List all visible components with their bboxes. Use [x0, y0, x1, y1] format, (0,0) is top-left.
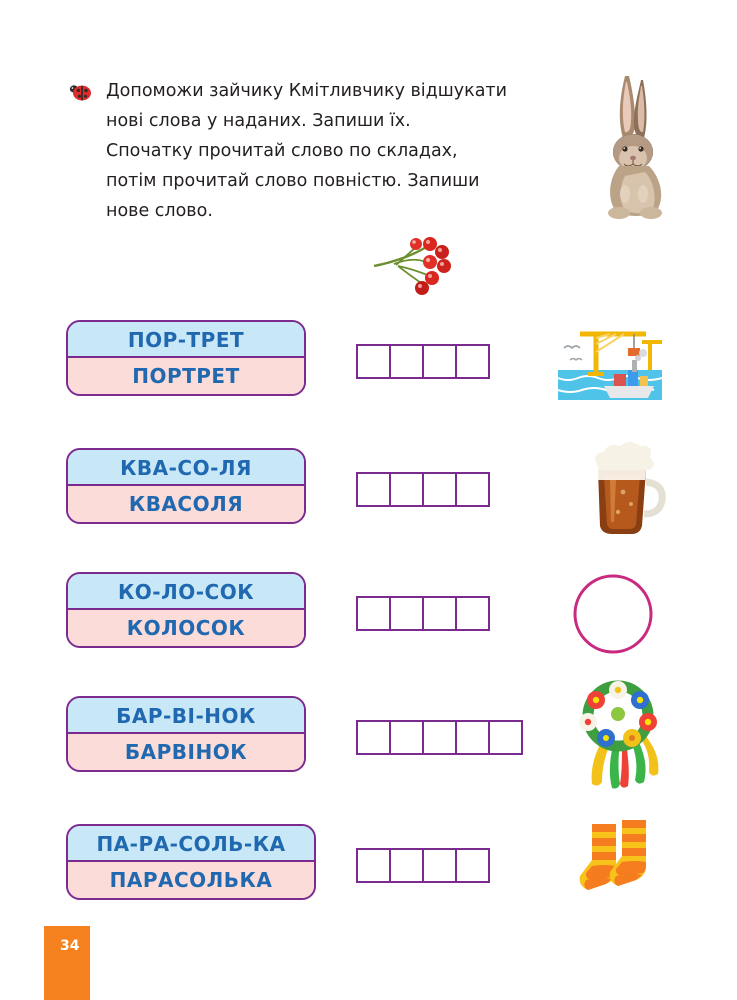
answer-cell[interactable] [356, 596, 391, 631]
answer-cell[interactable] [422, 720, 457, 755]
answer-cell[interactable] [422, 596, 457, 631]
beer-mug-illustration [568, 432, 678, 532]
exercise-row [0, 312, 737, 420]
syllables-text: КО-ЛО-СОК [68, 574, 304, 610]
answer-cell[interactable] [422, 848, 457, 883]
answer-cell[interactable] [389, 720, 424, 755]
instruction-line: потім прочитай слово повністю. Запиши [106, 171, 480, 191]
answer-cell[interactable] [455, 472, 490, 507]
answer-cell[interactable] [488, 720, 523, 755]
circle-illustration [566, 570, 676, 670]
answer-cell[interactable] [422, 472, 457, 507]
answer-boxes [356, 596, 490, 631]
instruction-line: нові слова у наданих. Запиши їх. [106, 111, 411, 131]
syllables-text: ПОР-ТРЕТ [68, 322, 304, 358]
answer-cell[interactable] [356, 848, 391, 883]
answer-boxes [356, 472, 490, 507]
answer-cell[interactable] [389, 472, 424, 507]
answer-cell[interactable] [356, 344, 391, 379]
word-text: ПОРТРЕТ [68, 358, 304, 394]
answer-cell[interactable] [455, 720, 490, 755]
word-text: КВАСОЛЯ [68, 486, 304, 522]
answer-boxes [356, 848, 490, 883]
page-number: 34 [60, 938, 80, 954]
syllables-text: КВА-СО-ЛЯ [68, 450, 304, 486]
word-text: БАРВІНОК [68, 734, 304, 770]
exercise-row [0, 564, 737, 672]
answer-cell[interactable] [455, 596, 490, 631]
answer-cell[interactable] [389, 596, 424, 631]
instructions-block [66, 76, 586, 226]
word-text: ПАРАСОЛЬКА [68, 862, 314, 898]
instruction-line: Спочатку прочитай слово по складах, [106, 141, 458, 161]
answer-cell[interactable] [356, 720, 391, 755]
word-card [66, 572, 306, 648]
rabbit-illustration [585, 66, 690, 226]
answer-cell[interactable] [422, 344, 457, 379]
answer-cell[interactable] [455, 344, 490, 379]
answer-boxes [356, 720, 523, 755]
word-card [66, 824, 316, 900]
exercise-row [0, 816, 737, 924]
rowan-berry-illustration [368, 232, 473, 304]
word-card [66, 696, 306, 772]
answer-cell[interactable] [356, 472, 391, 507]
syllables-text: ПА-РА-СОЛЬ-КА [68, 826, 314, 862]
word-text: КОЛОСОК [68, 610, 304, 646]
exercise-row [0, 440, 737, 548]
instruction-line: Допоможи зайчику Кмітливчику відшукати [106, 81, 508, 101]
instruction-line: нове слово. [106, 201, 213, 221]
word-card [66, 448, 306, 524]
flower-wreath-illustration [556, 674, 666, 774]
answer-boxes [356, 344, 490, 379]
answer-cell[interactable] [389, 344, 424, 379]
exercise-row [0, 688, 737, 796]
answer-cell[interactable] [455, 848, 490, 883]
syllables-text: БАР-ВІ-НОК [68, 698, 304, 734]
word-card [66, 320, 306, 396]
striped-socks-illustration [566, 808, 676, 908]
answer-cell[interactable] [389, 848, 424, 883]
port-crane-ship-illustration [550, 308, 660, 408]
